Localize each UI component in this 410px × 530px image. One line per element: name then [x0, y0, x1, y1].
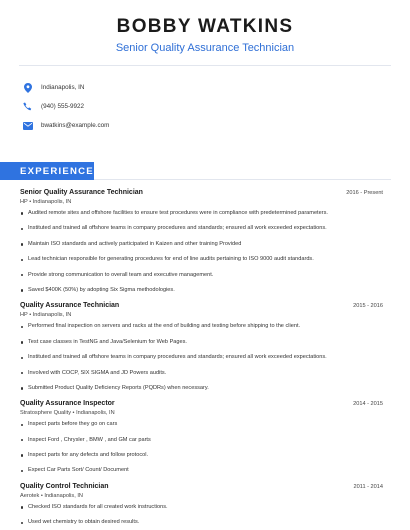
job-bullet: Instituted and trained all offshore teams in company procedures and standards; ensured all work exceeded expectations. [20, 354, 383, 361]
job-bullet: Expect Car Parts Sort/ Count/ Document [20, 467, 383, 474]
job-bullets [20, 421, 383, 474]
job-dates: 2011 - 2014 [353, 483, 383, 490]
resume-header [0, 0, 410, 54]
job-company-location: HP • Indianapolis, IN [20, 199, 72, 205]
job-company-location: Aerotek • Indianapolis, IN [20, 492, 83, 499]
job-bullet: Inspect parts before they go on cars [20, 421, 383, 428]
job-bullet: Inspect parts for any defects and follow protocol. [20, 452, 383, 459]
job-bullet: Instituted and trained all offshore teams in company procedures and standards; ensured all work exceeded expectations. [20, 225, 383, 232]
email-icon [22, 120, 33, 131]
job-dates: 2015 - 2016 [353, 303, 383, 310]
job-bullet: Lead technician responsible for generating procedures for end of line audits pertaining to ISO 9000 audit standards. [20, 256, 383, 263]
contact-location [22, 78, 410, 97]
job-bullet: Performed final inspection on servers and racks at the end of building and testing before shipping to the client. [20, 323, 383, 330]
phone-icon [22, 101, 33, 112]
job-bullet: Provide strong communication to overall team and executive management. [20, 272, 383, 279]
contact-email-text: bwatkins@example.com [41, 122, 110, 129]
job-location: Indianapolis, IN [76, 410, 115, 417]
candidate-title: Senior Quality Assurance Technician [115, 42, 295, 54]
job-bullet: Used wet chemistry to obtain desired results. [20, 519, 383, 526]
job-entry [20, 400, 383, 474]
job-title: Senior Quality Assurance Technician [20, 189, 143, 196]
job-company-location: Stratosphere Quality • Indianapolis, IN [20, 410, 115, 417]
header-divider [19, 65, 391, 66]
location-pin-icon [22, 82, 33, 93]
job-bullet: Involved with COCP, SIX SIGMA and JD Powers audits. [20, 370, 383, 377]
contact-phone [22, 97, 410, 116]
job-company: HP [20, 312, 28, 319]
job-location: Indianapolis, IN [32, 199, 72, 205]
job-location: Indianapolis, IN [44, 492, 83, 499]
job-bullets [20, 504, 383, 526]
contact-phone-text: (940) 555-9922 [41, 103, 85, 110]
job-company-location: HP • Indianapolis, IN [20, 312, 72, 319]
job-bullet: Inspect Ford , Chrysler , BMW , and GM car parts [20, 437, 383, 444]
candidate-name: BOBBY WATKINS [116, 16, 294, 37]
job-company: Aerotek [20, 492, 40, 499]
job-bullet: Saved $400K (50%) by adopting Six Sigma methodologies. [20, 287, 383, 294]
job-location: Indianapolis, IN [32, 312, 72, 319]
job-title: Quality Control Technician [20, 482, 109, 490]
job-title: Quality Assurance Technician [20, 302, 120, 310]
job-bullet: Audited remote sites and offshore facilities to ensure test procedures were in compliance with predetermined parameters. [20, 210, 383, 217]
job-entry [20, 483, 383, 526]
job-dates: 2014 - 2015 [353, 401, 383, 408]
job-title: Quality Assurance Inspector [20, 400, 115, 408]
job-dates: 2016 - Present [346, 190, 383, 196]
job-entry [20, 189, 383, 294]
contact-location-text: Indianapolis, IN [41, 84, 85, 91]
contact-list [22, 78, 410, 135]
job-bullet: Test case classes in TestNG and Java/Selenium for Web Pages. [20, 339, 383, 346]
experience-section-divider [94, 179, 391, 180]
job-bullet: Checked ISO standards for all created work instructions. [20, 504, 383, 511]
contact-email [22, 116, 410, 135]
job-company: HP [20, 199, 28, 205]
job-entry [20, 302, 383, 392]
job-bullets [20, 210, 383, 294]
experience-list [20, 189, 383, 530]
experience-section-heading: EXPERIENCE [0, 162, 94, 180]
job-bullets [20, 323, 383, 392]
job-bullet: Submitted Product Quality Deficiency Reports (PQDRs) when necessary. [20, 385, 383, 392]
job-bullet: Maintain ISO standards and actively participated in Kaizen and other training Provided [20, 241, 383, 248]
job-company: Stratosphere Quality [20, 410, 71, 417]
